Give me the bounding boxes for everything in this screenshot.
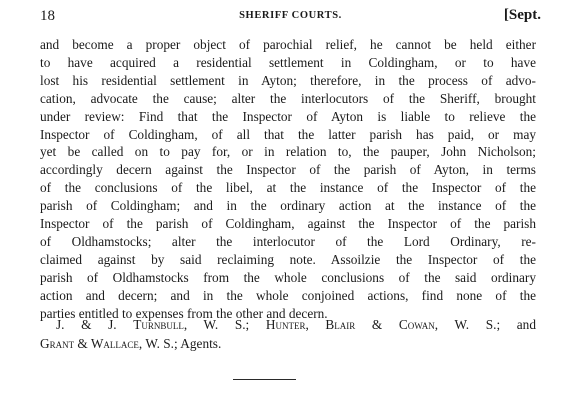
agents-line-2	[40, 335, 536, 354]
body-line: parish of Coldingham; and in the ordinary action at the instance of the	[40, 198, 536, 214]
body-line: yet be called on to pay for, or in relation to, the pauper, John Nicholson;	[40, 144, 536, 160]
body-paragraph	[40, 36, 536, 323]
body-line: and become a proper object of parochial relief, he cannot be held either	[40, 37, 536, 52]
agent-suffix: , W. S.; Agents.	[138, 335, 222, 351]
agents-line-1	[40, 316, 536, 335]
body-line: cation, advocate the cause; alter the interlocutors of the Sheriff, brought	[40, 90, 536, 106]
body-line: action and decern; and in the whole conjoined actions, find none of the	[40, 287, 536, 303]
agent-initials: J. & J.	[56, 317, 134, 332]
body-line: parties entitled to expenses from the other and decern.	[40, 305, 328, 321]
agents-block	[40, 316, 536, 353]
agent-suffix: , W. S.;	[183, 317, 266, 332]
body-line: of the conclusions of the libel, at the instance of the Inspector of the	[40, 180, 536, 196]
body-line: of Oldhamstocks; alter the interlocutor of the Lord Ordinary, re-	[40, 233, 536, 249]
body-line: under review: Find that the Inspector of Ayton is liable to relieve the	[40, 108, 536, 124]
page-number: 18	[40, 8, 55, 24]
running-title: SHERIFF COURTS.	[239, 10, 342, 21]
body-line: accordingly decern against the Inspector of the parish of Ayton, in terms	[40, 162, 536, 178]
body-line: Inspector of the parish of Coldingham, against the Inspector of the parish	[40, 216, 536, 232]
agent-name-hunter-blair-cowan: Hunter, Blair & Cowan	[265, 317, 435, 332]
agent-name-turnbull: Turnbull	[133, 317, 184, 332]
body-line: to have acquired a residential settlement in Coldingham, or to have	[40, 54, 536, 70]
agent-name-grant-wallace: Grant & Wallace	[40, 335, 139, 351]
body-line: lost his residential settlement in Ayton; therefore, in the process of advo-	[40, 72, 536, 88]
section-divider-rule	[233, 379, 296, 380]
body-line: parish of Oldhamstocks from the whole conclusions of the said ordinary	[40, 269, 536, 285]
header-month: [Sept.	[503, 7, 541, 23]
body-line: Inspector of Coldingham, of all that the latter parish has paid, or may	[40, 126, 536, 142]
body-line: claimed against by said reclaiming note. Assoilzie the Inspector of the	[40, 251, 536, 267]
agent-suffix: , W. S.; and	[434, 317, 536, 332]
page-header	[40, 8, 541, 30]
